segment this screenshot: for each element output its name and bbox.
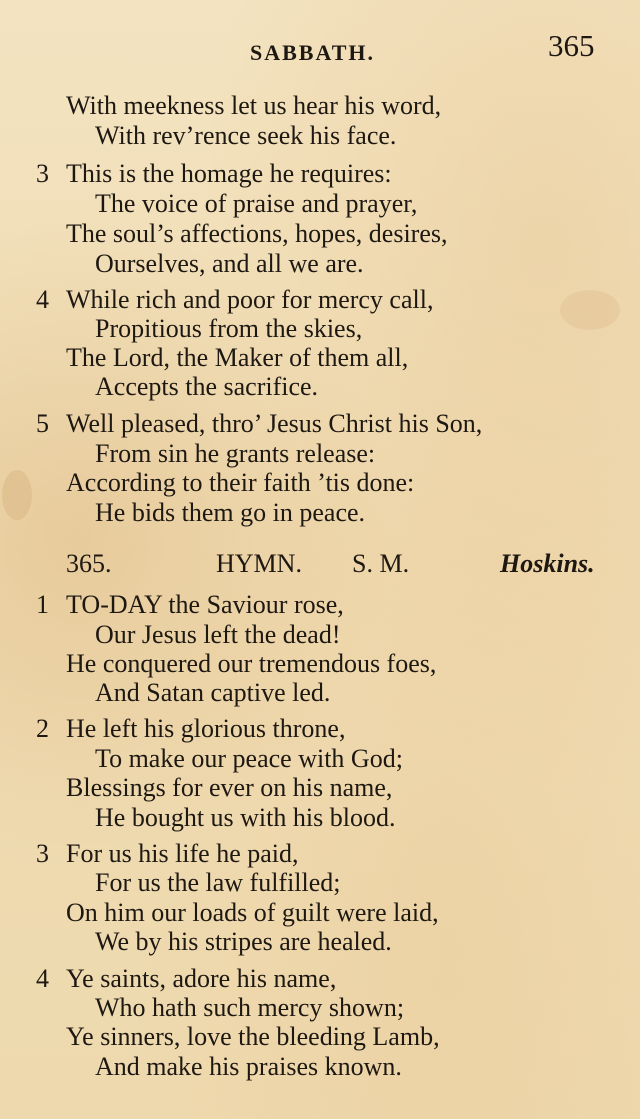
hymn-line: Well pleased, thro’ Jesus Christ his Son, xyxy=(66,409,483,438)
hymn-line: He conquered our tremendous foes, xyxy=(66,649,437,678)
verse-number: 3 xyxy=(36,159,49,188)
hymn-line: We by his stripes are healed. xyxy=(95,927,392,956)
paper-stain xyxy=(2,470,32,520)
hymn-label: HYMN. xyxy=(216,549,302,578)
hymn-line: To make our peace with God; xyxy=(95,744,403,773)
hymn-line: Ye sinners, love the bleeding Lamb, xyxy=(66,1022,440,1051)
page-number: 365 xyxy=(548,28,595,63)
hymn-line: He left his glorious throne, xyxy=(66,714,346,743)
hymn-number: 365. xyxy=(66,549,112,578)
verse-number: 4 xyxy=(36,964,49,993)
hymn-line: For us his life he paid, xyxy=(66,839,299,868)
paper-stain xyxy=(560,290,620,330)
hymn-line: For us the law fulfilled; xyxy=(95,868,341,897)
hymn-line: Blessings for ever on his name, xyxy=(66,773,393,802)
hymn-line: TO-DAY the Saviour rose, xyxy=(66,590,344,619)
hymn-line: With meekness let us hear his word, xyxy=(66,91,442,120)
hymn-line: With rev’rence seek his face. xyxy=(95,121,397,150)
hymn-line: This is the homage he requires: xyxy=(66,159,392,188)
hymn-line: From sin he grants release: xyxy=(95,439,376,468)
hymn-line: He bids them go in peace. xyxy=(95,498,366,527)
hymn-line: The soul’s affections, hopes, desires, xyxy=(66,219,448,248)
hymn-line: The Lord, the Maker of them all, xyxy=(66,343,409,372)
hymn-line: He bought us with his blood. xyxy=(95,803,396,832)
hymn-line: On him our loads of guilt were laid, xyxy=(66,898,439,927)
hymn-line: Ourselves, and all we are. xyxy=(95,249,364,278)
hymn-line: Accepts the sacrifice. xyxy=(95,372,319,401)
hymn-line: The voice of praise and prayer, xyxy=(95,189,418,218)
hymn-line: Ye saints, adore his name, xyxy=(66,964,337,993)
hymn-line: Propitious from the skies, xyxy=(95,314,363,343)
hymn-line: Our Jesus left the dead! xyxy=(95,620,341,649)
hymn-line: While rich and poor for mercy call, xyxy=(66,285,434,314)
verse-number: 5 xyxy=(36,409,49,438)
hymn-meter: S. M. xyxy=(352,549,410,578)
hymn-line: According to their faith ’tis done: xyxy=(66,468,415,497)
running-header: SABBATH. xyxy=(250,40,376,65)
verse-number: 3 xyxy=(36,839,49,868)
verse-number: 4 xyxy=(36,285,49,314)
verse-number: 1 xyxy=(36,590,49,619)
hymn-line: Who hath such mercy shown; xyxy=(95,993,405,1022)
hymn-line: And Satan captive led. xyxy=(95,678,331,707)
verse-number: 2 xyxy=(36,714,49,743)
hymn-composer: Hoskins. xyxy=(500,549,595,578)
hymn-line: And make his praises known. xyxy=(95,1052,402,1081)
